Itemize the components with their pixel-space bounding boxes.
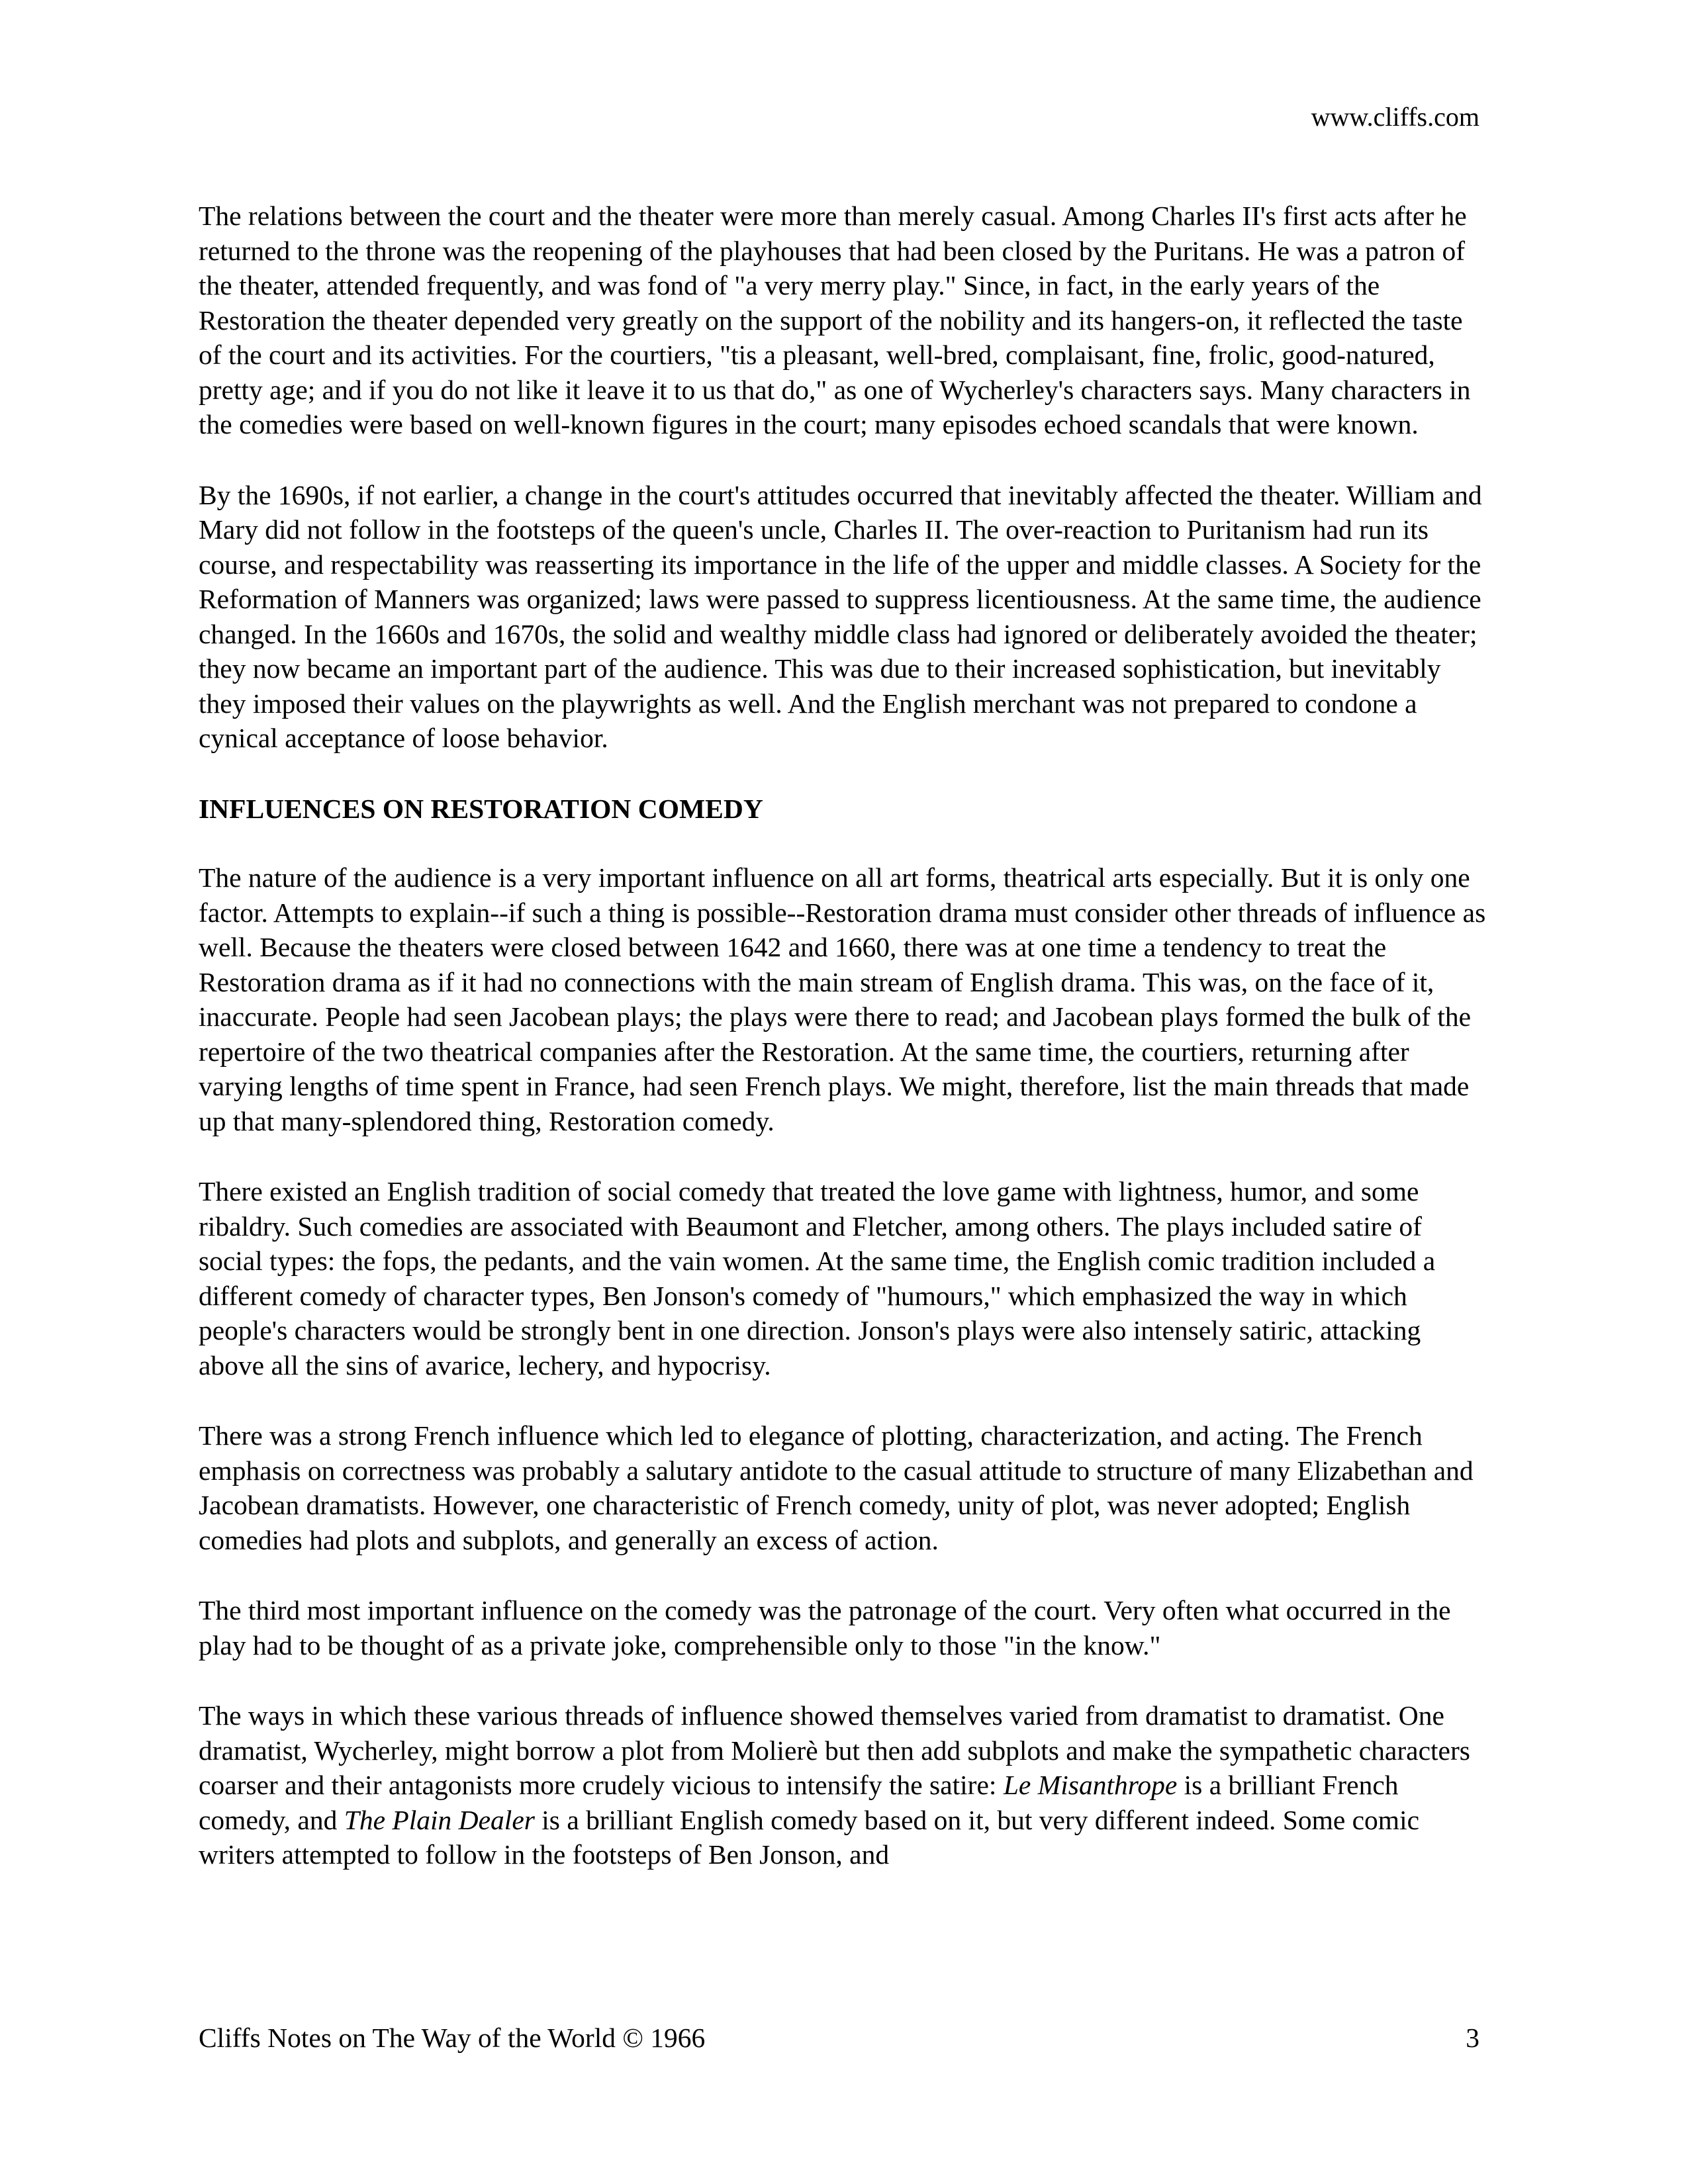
header-url: www.cliffs.com <box>1311 102 1479 132</box>
paragraph-text-part: is a brilliant French comedy, and <box>199 1770 1399 1835</box>
paragraph-text-part: is a brilliant English comedy based on it, but very different indeed. Some comic writers attempted to follow in the footsteps of Ben Jonson, and <box>199 1804 1420 1870</box>
paragraph-court-patronage: The third most important influence on the comedy was the patronage of the court. Very often what occurred in the play had to be thought of as a private joke, comprehensible only to those "in the know." <box>199 1595 1451 1661</box>
section-heading: INFLUENCES ON RESTORATION COMEDY <box>199 793 763 824</box>
body-text <box>199 199 1489 1908</box>
paragraph-english-tradition: There existed an English tradition of social comedy that treated the love game with lightness, humor, and some ribaldry. Such comedies are associated with Beaumont and Fletcher, among others. The plays included satire of social types: the fops, the pedants, and the vain women. At the same time, the English comic tradition included a different comedy of character types, Ben Jonson's comedy of "humours," which emphasized the way in which people's characters would be strongly bent in one direction. Jonson's plays were also intensely satiric, attacking above all the sins of avarice, lechery, and hypocrisy. <box>199 1176 1436 1381</box>
paragraph-1690s-change: By the 1690s, if not earlier, a change in the court's attitudes occurred that inevitably affected the theater. William and Mary did not follow in the footsteps of the queen's uncle, Charles II. The over-reaction to Puritanism had run its course, and respectability was reasserting its importance in the life of the upper and middle classes. A Society for the Reformation of Manners was organized; laws were passed to suppress licentiousness. At the same time, the audience changed. In the 1660s and 1670s, the solid and wealthy middle class had ignored or deliberately avoided the theater; they now became an important part of the audience. This was due to their increased sophistication, but inevitably they imposed their values on the playwrights as well. And the English merchant was not prepared to condone a cynical acceptance of loose behavior. <box>199 479 1482 753</box>
paragraph-court-theater-relations: The relations between the court and the theater were more than merely casual. Among Charles II's first acts after he returned to the throne was the reopening of the playhouses that had been closed by the Puritans. He was a patron of the theater, attended frequently, and was fond of "a very merry play." Since, in fact, in the early years of the Restoration the theater depended very greatly on the support of the nobility and its hangers-on, it reflected the taste of the court and its activities. For the courtiers, "tis a pleasant, well-bred, complaisant, fine, frolic, good-natured, pretty age; and if you do not like it leave it to us that do," as one of Wycherley's characters says. Many characters in the comedies were based on well-known figures in the court; many episodes echoed scandals that were known. <box>199 201 1471 439</box>
italic-title-le-misanthrope: Le Misanthrope <box>1003 1770 1178 1800</box>
paragraph-threads-of-influence <box>199 1698 1489 1872</box>
paragraph-text-part: The ways in which these various threads of influence showed themselves varied from dramatist to dramatist. One dramatist, Wycherley, might borrow a plot from Molierè but then add subplots and make the sympathetic characters coarser and their antagonists more crudely vicious to intensify the satire: <box>199 1700 1470 1800</box>
paragraph-french-influence: There was a strong French influence which led to elegance of plotting, characterization, and acting. The French emphasis on correctness was probably a salutary antidote to the casual attitude to structure of many Elizabethan and Jacobean dramatists. However, one characteristic of French comedy, unity of plot, was never adopted; English comedies had plots and subplots, and generally an excess of action. <box>199 1420 1474 1555</box>
paragraph-audience-influence: The nature of the audience is a very important influence on all art forms, theatrical arts especially. But it is only one factor. Attempts to explain--if such a thing is possible--Restoration drama must consider other threads of influence as well. Because the theaters were closed between 1642 and 1660, there was at one time a tendency to treat the Restoration drama as if it had no connections with the main stream of English drama. This was, on the face of it, inaccurate. People had seen Jacobean plays; the plays were there to read; and Jacobean plays formed the bulk of the repertoire of the two theatrical companies after the Restoration. At the same time, the courtiers, returning after varying lengths of time spent in France, had seen French plays. We might, therefore, list the main threads that made up that many-splendored thing, Restoration comedy. <box>199 862 1486 1136</box>
italic-title-the-plain-dealer: The Plain Dealer <box>344 1804 535 1835</box>
footer-title: Cliffs Notes on The Way of the World © 1966 <box>199 2023 706 2053</box>
page-number: 3 <box>1466 2023 1479 2053</box>
